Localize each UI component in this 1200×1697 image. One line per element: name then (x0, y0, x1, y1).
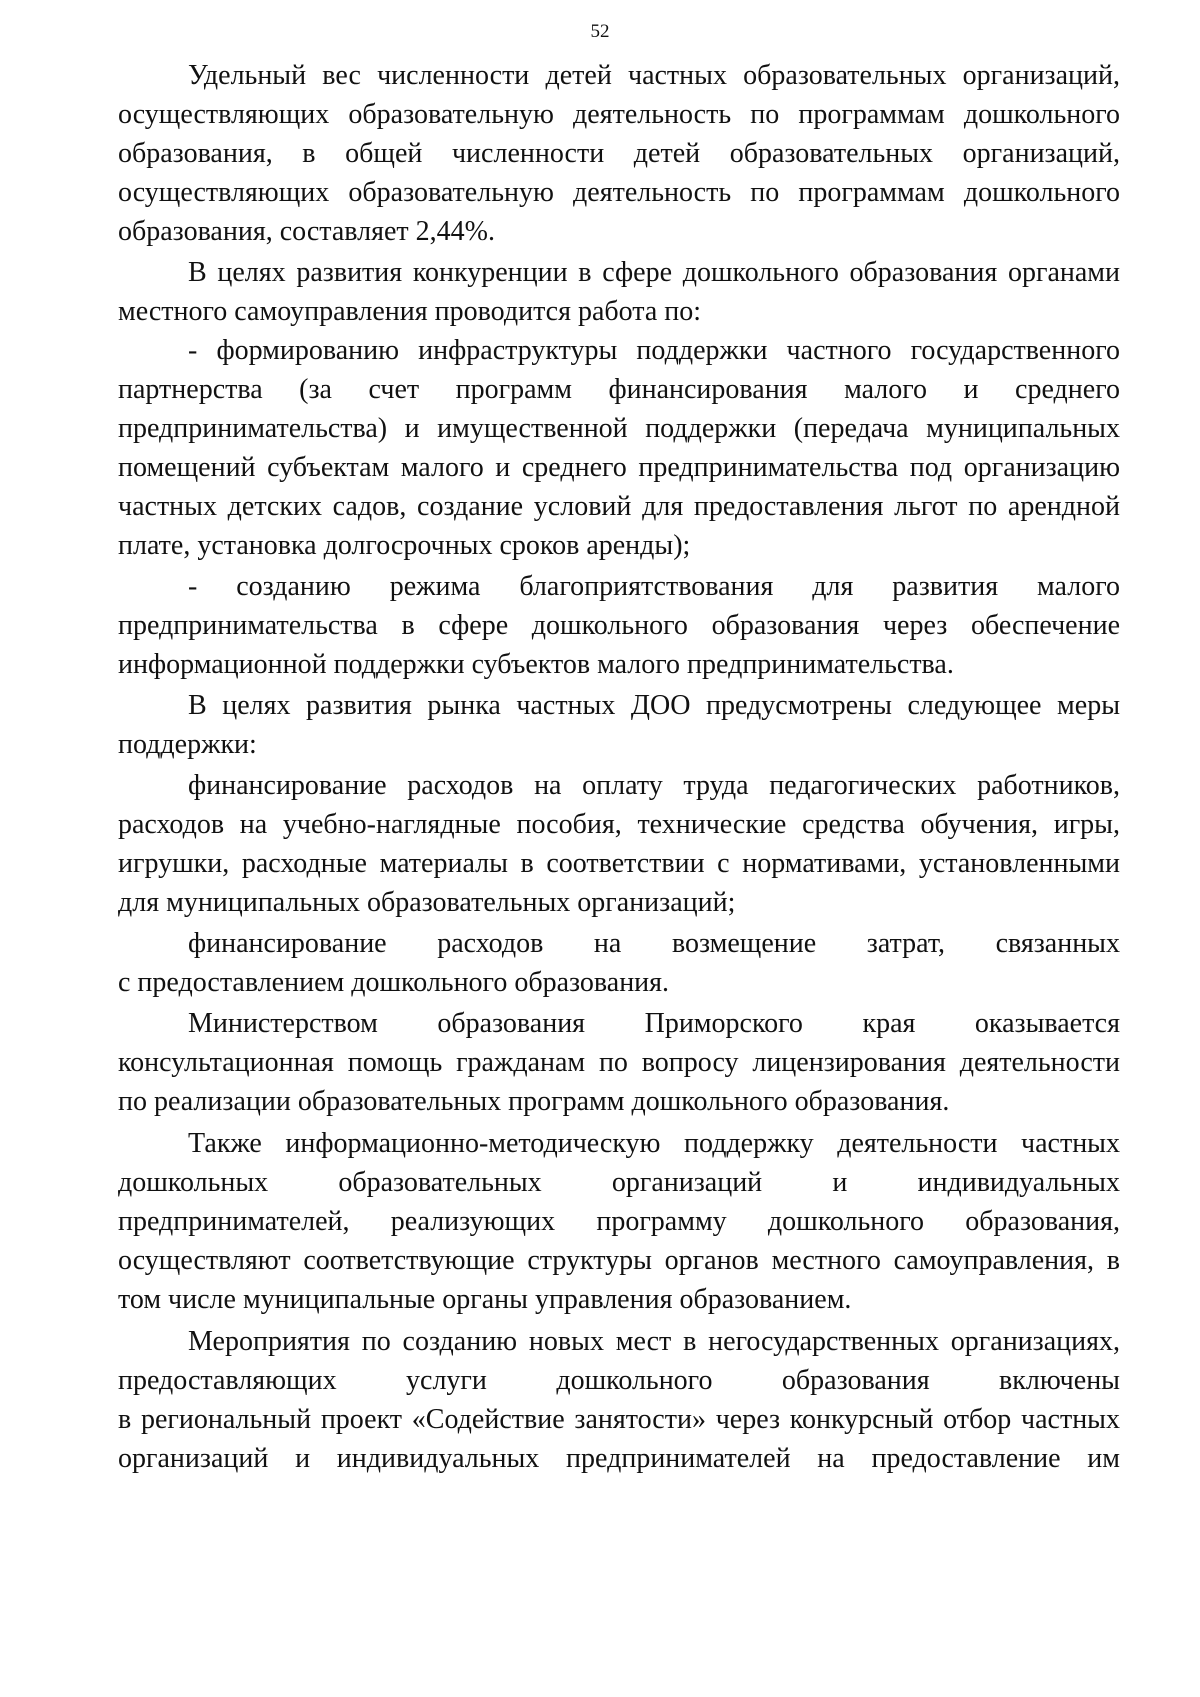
text-line: Удельный вес численности детей частных образовательных организаций, (188, 60, 1120, 91)
text-line: финансирование расходов на оплату труда педагогических работников, (188, 770, 1120, 801)
text-line: В целях развития конкуренции в сфере дошкольного образования органами (188, 257, 1120, 288)
text-line: образования, составляет 2,44%. (118, 216, 495, 247)
text-line: консультационная помощь гражданам по вопросу лицензирования деятельности (118, 1047, 1120, 1078)
text-line: дошкольных образовательных организаций и индивидуальных (118, 1167, 1120, 1198)
text-line: предпринимательства) и имущественной поддержки (передача муниципальных (118, 413, 1120, 444)
text-line: поддержки: (118, 729, 257, 760)
text-line: Мероприятия по созданию новых мест в негосударственных организациях, (188, 1326, 1120, 1357)
text-line: частных детских садов, создание условий для предоставления льгот по арендной (118, 491, 1120, 522)
text-line: Министерством образования Приморского края оказывается (188, 1008, 1120, 1039)
text-line: осуществляющих образовательную деятельность по программам дошкольного (118, 99, 1120, 130)
text-line: помещений субъектам малого и среднего предпринимательства под организацию (118, 452, 1120, 483)
text-line: организаций и индивидуальных предпринимателей на предоставление им (118, 1443, 1120, 1474)
text-line: осуществляющих образовательную деятельность по программам дошкольного (118, 177, 1120, 208)
text-line: в региональный проект «Содействие занятости» через конкурсный отбор частных (118, 1404, 1120, 1435)
text-line: - формированию инфраструктуры поддержки частного государственного (188, 335, 1120, 366)
text-line: Также информационно-методическую поддержку деятельности частных (188, 1128, 1120, 1159)
text-line: осуществляют соответствующие структуры органов местного самоуправления, в (118, 1245, 1120, 1276)
text-line: финансирование расходов на возмещение затрат, связанных (188, 928, 1120, 959)
text-line: - созданию режима благоприятствования для развития малого (188, 571, 1120, 602)
text-line: В целях развития рынка частных ДОО предусмотрены следующее меры (188, 690, 1120, 721)
text-line: партнерства (за счет программ финансирования малого и среднего (118, 374, 1120, 405)
text-line: по реализации образовательных программ дошкольного образования. (118, 1086, 950, 1117)
text-line: том числе муниципальные органы управления образованием. (118, 1284, 852, 1315)
text-line: игрушки, расходные материалы в соответствии с нормативами, установленными (118, 848, 1120, 879)
text-line: предоставляющих услуги дошкольного образования включены (118, 1365, 1120, 1396)
text-line: предпринимательства в сфере дошкольного образования через обеспечение (118, 610, 1120, 641)
text-line: плате, установка долгосрочных сроков аренды); (118, 530, 691, 561)
text-line: информационной поддержки субъектов малого предпринимательства. (118, 649, 954, 680)
text-line: с предоставлением дошкольного образования. (118, 967, 670, 998)
text-line: предпринимателей, реализующих программу дошкольного образования, (118, 1206, 1120, 1237)
text-line: образования, в общей численности детей образовательных организаций, (118, 138, 1120, 169)
text-line: расходов на учебно-наглядные пособия, технические средства обучения, игры, (118, 809, 1120, 840)
page-number: 52 (590, 21, 610, 42)
text-line: для муниципальных образовательных организаций; (118, 887, 736, 918)
text-line: местного самоуправления проводится работа по: (118, 296, 702, 327)
